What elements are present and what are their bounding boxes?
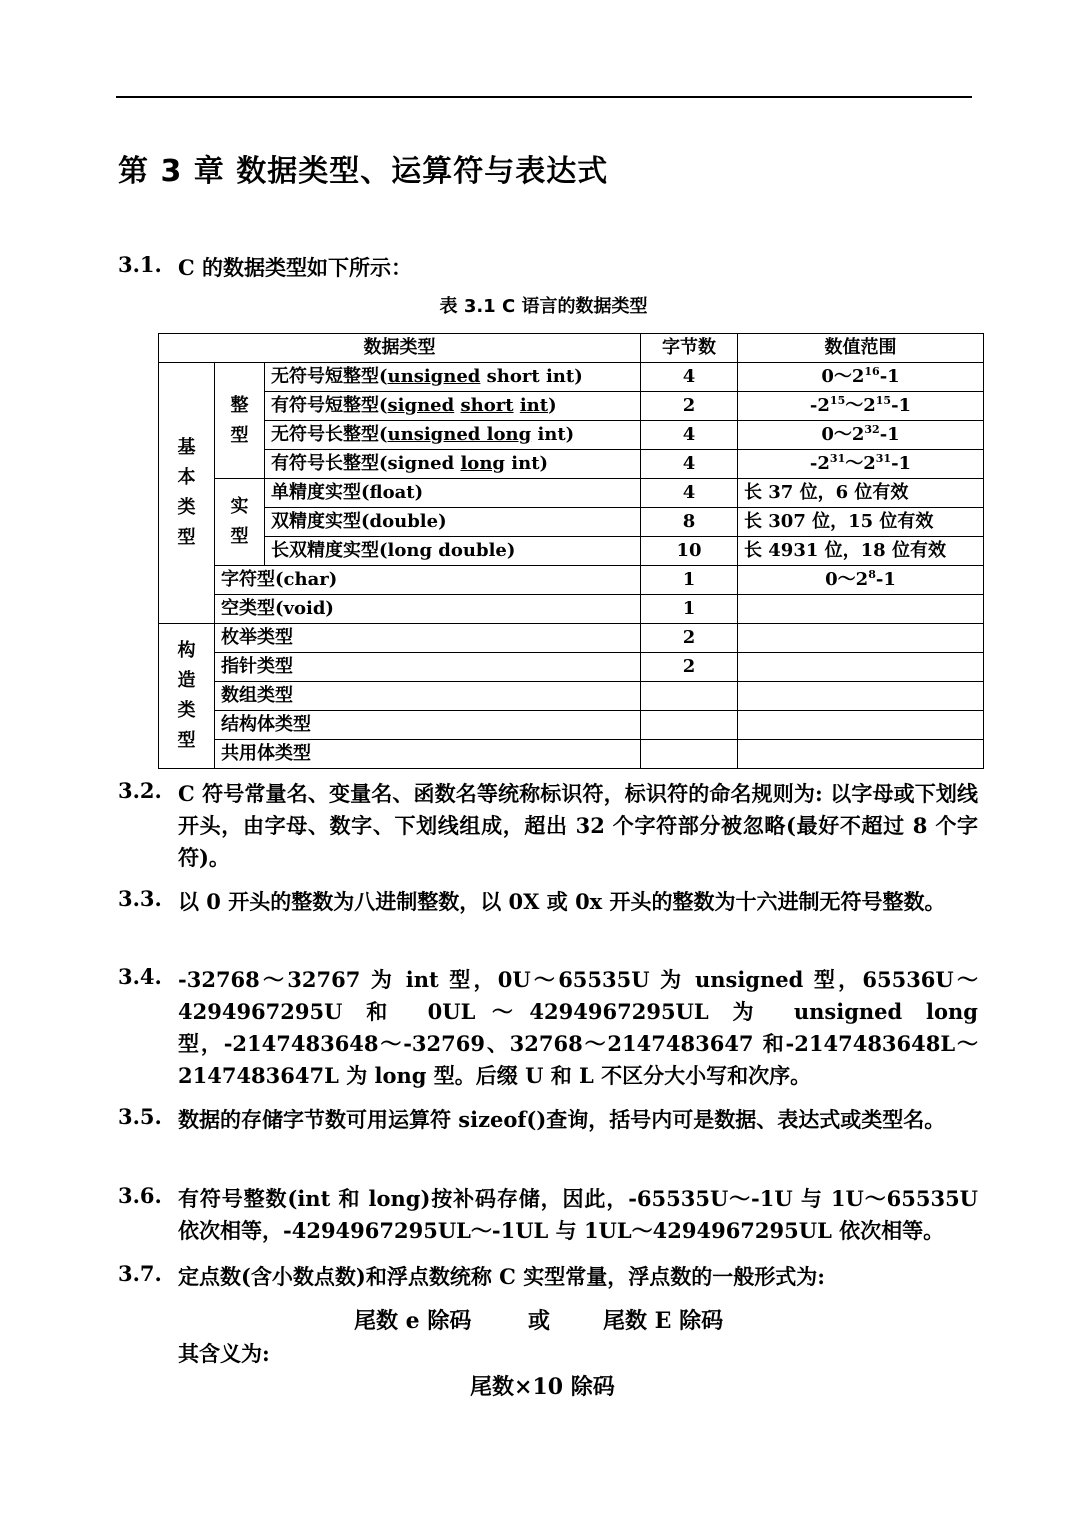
range-sshort: $-2^{15}\sim 2^{15}-1$ (738, 392, 984, 421)
paragraph-number: 3.4. (118, 964, 162, 989)
table-header-row (159, 334, 984, 363)
table-row (159, 392, 984, 421)
formula-lowercase-e: 尾数 e 除码 (354, 1308, 472, 1334)
table-row (159, 624, 984, 653)
group-basic-type: 基 本 类 型 (159, 363, 215, 624)
bytes-char: 1 (641, 566, 738, 595)
meaning-label: 其含义为: (178, 1341, 270, 1366)
range-union (738, 740, 984, 769)
paragraph-text: C 符号常量名、变量名、函数名等统称标识符，标识符的命名规则为: 以字母或下划线开头，由字母、数字、下划线组成，超出 32 个字符部分被忽略(最好不超过 8 个字符)。 (178, 781, 978, 870)
bytes-sshort: 2 (641, 392, 738, 421)
type-name-double: 双精度实型(double) (265, 508, 641, 537)
table-caption: 表 3.1 C 语言的数据类型 (439, 296, 648, 317)
bytes-array (641, 682, 738, 711)
header-type: 数据类型 (159, 334, 641, 363)
type-name-pointer: 指针类型 (215, 653, 641, 682)
type-name-array: 数组类型 (215, 682, 641, 711)
type-name-union: 共用体类型 (215, 740, 641, 769)
group-real: 实 型 (215, 479, 265, 566)
table-row (159, 595, 984, 624)
bytes-pointer: 2 (641, 653, 738, 682)
header-rule (116, 96, 972, 98)
section-text: C 的数据类型如下所示： (178, 255, 413, 280)
formula-uppercase-e: 尾数 E 除码 (603, 1308, 724, 1334)
bytes-enum: 2 (641, 624, 738, 653)
table-row (159, 740, 984, 769)
range-void (738, 595, 984, 624)
paragraph-number: 3.7. (118, 1261, 162, 1286)
table-row (159, 508, 984, 537)
bytes-void: 1 (641, 595, 738, 624)
type-name-ldouble: 长双精度实型(long double) (265, 537, 641, 566)
range-enum (738, 624, 984, 653)
bytes-double: 8 (641, 508, 738, 537)
type-name-enum: 枚举类型 (215, 624, 641, 653)
type-name-ushort: 无符号短整型(unsigned short int) (265, 363, 641, 392)
group-constructed-type: 构 造 类 型 (159, 624, 215, 769)
range-ldouble: 长 4931 位，18 位有效 (738, 537, 984, 566)
section-number: 3.1. (118, 252, 162, 277)
table-row (159, 566, 984, 595)
type-name-float: 单精度实型(float) (265, 479, 641, 508)
paragraph-number: 3.5. (118, 1104, 162, 1129)
header-bytes: 字节数 (641, 334, 738, 363)
range-ushort: $0\sim 2^{16}-1$ (738, 363, 984, 392)
paragraph-text: 数据的存储字节数可用运算符 sizeof()查询，括号内可是数据、表达式或类型名。 (178, 1107, 946, 1132)
formula-meaning: 尾数×10 除码 (470, 1374, 615, 1400)
bytes-slong: 4 (641, 450, 738, 479)
range-ulong: $0\sim 2^{32}-1$ (738, 421, 984, 450)
table-row (159, 682, 984, 711)
range-slong: $-2^{31}\sim 2^{31}-1$ (738, 450, 984, 479)
chapter-title: 第 3 章 数据类型、运算符与表达式 (118, 154, 609, 189)
range-array (738, 682, 984, 711)
paragraph-number: 3.3. (118, 886, 162, 911)
type-name-struct: 结构体类型 (215, 711, 641, 740)
bytes-union (641, 740, 738, 769)
table-row (159, 363, 984, 392)
paragraph-number: 3.2. (118, 778, 162, 803)
paragraph-number: 3.6. (118, 1183, 162, 1208)
bytes-ushort: 4 (641, 363, 738, 392)
header-range: 数值范围 (738, 334, 984, 363)
type-name-ulong: 无符号长整型(unsigned long int) (265, 421, 641, 450)
table-row (159, 450, 984, 479)
table-row (159, 479, 984, 508)
range-double: 长 307 位，15 位有效 (738, 508, 984, 537)
bytes-ldouble: 10 (641, 537, 738, 566)
range-pointer (738, 653, 984, 682)
table-row (159, 537, 984, 566)
paragraph-text: 有符号整数(int 和 long)按补码存储，因此，-65535U～-1U 与 1U～65535U 依次相等，-4294967295UL～-1UL 与 1UL～4294967295UL 依次相等。 (178, 1186, 978, 1243)
type-name-char: 字符型(char) (215, 566, 641, 595)
group-integer: 整 型 (215, 363, 265, 479)
table-row (159, 653, 984, 682)
paragraph-text: -32768～32767 为 int 型，0U～65535U 为 unsigned 型，65536U～4294967295U 和 0UL～4294967295UL 为 unsigned long 型，-2147483648～-32769、32768～2147483647 和-2147483648L～2147483647L 为 long 型。后缀 U 和 L 不区分大小写和次序。 (178, 967, 978, 1088)
table-row (159, 421, 984, 450)
paragraph-text: 定点数(含小数点数)和浮点数统称 C 实型常量，浮点数的一般形式为: (178, 1264, 825, 1289)
type-name-void: 空类型(void) (215, 595, 641, 624)
type-name-sshort: 有符号短整型(signed short int) (265, 392, 641, 421)
range-struct (738, 711, 984, 740)
type-name-slong: 有符号长整型(signed long int) (265, 450, 641, 479)
bytes-ulong: 4 (641, 421, 738, 450)
table-row (159, 711, 984, 740)
formula-or: 或 (528, 1308, 551, 1334)
data-types-table (158, 333, 984, 769)
range-char: $0\sim 2^8-1$ (738, 566, 984, 595)
range-float: 长 37 位，6 位有效 (738, 479, 984, 508)
bytes-struct (641, 711, 738, 740)
bytes-float: 4 (641, 479, 738, 508)
paragraph-text: 以 0 开头的整数为八进制整数，以 0X 或 0x 开头的整数为十六进制无符号整数。 (178, 889, 946, 914)
